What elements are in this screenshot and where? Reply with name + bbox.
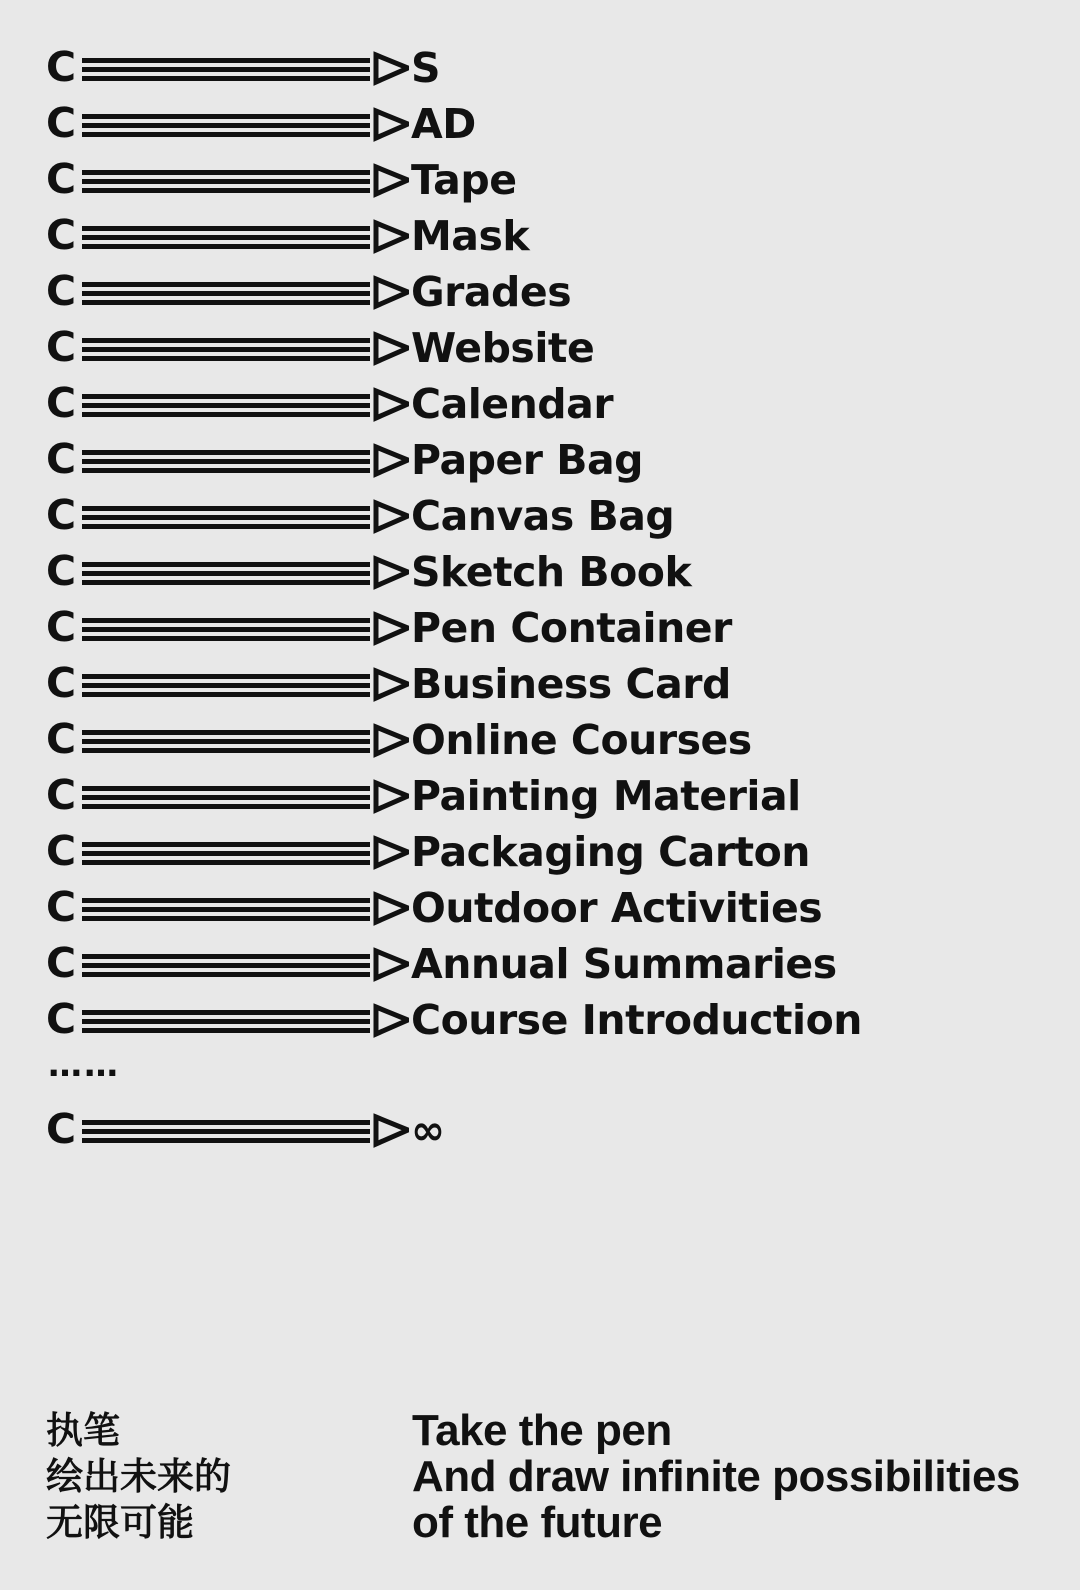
tagline-en-line: of the future — [412, 1498, 663, 1547]
list-item — [46, 432, 1006, 488]
item-label: Course Introduction — [411, 995, 862, 1044]
list-item — [46, 768, 1006, 824]
svg-text:C: C — [46, 384, 77, 424]
pen-icon — [46, 1110, 409, 1150]
svg-text:C: C — [46, 832, 77, 872]
item-label: Sketch Book — [411, 547, 692, 596]
item-label: Painting Material — [411, 771, 801, 820]
svg-text:C: C — [46, 104, 77, 144]
item-label: Website — [411, 323, 595, 372]
tagline-cn-line: 执笔 — [46, 1409, 120, 1452]
list-item — [46, 544, 1006, 600]
tagline-cn-line: 绘出未来的 — [46, 1455, 231, 1498]
pen-icon — [46, 664, 409, 704]
pen-icon — [46, 272, 409, 312]
item-label: Pen Container — [411, 603, 732, 652]
pen-icon — [46, 496, 409, 536]
item-label: Canvas Bag — [411, 491, 675, 540]
item-label: AD — [411, 99, 476, 148]
item-label: Online Courses — [411, 715, 752, 764]
list-item-final — [46, 1100, 1006, 1160]
item-label: Calendar — [411, 379, 614, 428]
tagline-en-line: And draw infinite possibilities — [412, 1452, 1020, 1501]
pen-icon — [46, 160, 409, 200]
list-item — [46, 320, 1006, 376]
pen-icon — [46, 888, 409, 928]
list-item — [46, 264, 1006, 320]
list-item — [46, 936, 1006, 992]
ellipsis: …… — [48, 1045, 120, 1085]
list-item — [46, 992, 1006, 1048]
list-item — [46, 96, 1006, 152]
list-item — [46, 208, 1006, 264]
pen-icon — [46, 48, 409, 88]
pen-icon — [46, 552, 409, 592]
svg-text:C: C — [46, 888, 77, 928]
tagline-chinese — [46, 1408, 231, 1546]
svg-text:C: C — [46, 48, 77, 88]
list-item — [46, 40, 1006, 96]
item-label: Business Card — [411, 659, 731, 708]
list-item — [46, 824, 1006, 880]
pen-icon — [46, 104, 409, 144]
svg-text:C: C — [46, 664, 77, 704]
pen-icon — [46, 776, 409, 816]
pen-icon — [46, 216, 409, 256]
svg-text:C: C — [46, 1110, 77, 1150]
item-label: S — [411, 43, 441, 92]
item-label: Mask — [411, 211, 530, 260]
pen-icon — [46, 832, 409, 872]
item-label: Paper Bag — [411, 435, 644, 484]
infinity-label: ∞ — [411, 1105, 445, 1154]
list-item — [46, 600, 1006, 656]
list-item — [46, 488, 1006, 544]
pen-icon — [46, 440, 409, 480]
list-item — [46, 712, 1006, 768]
svg-text:C: C — [46, 160, 77, 200]
svg-text:C: C — [46, 440, 77, 480]
svg-text:C: C — [46, 720, 77, 760]
item-label: Outdoor Activities — [411, 883, 823, 932]
item-label: Grades — [411, 267, 572, 316]
item-label: Packaging Carton — [411, 827, 810, 876]
svg-text:C: C — [46, 1000, 77, 1040]
list-item — [46, 656, 1006, 712]
list-item — [46, 152, 1006, 208]
pen-list — [46, 40, 1006, 1160]
item-label: Annual Summaries — [411, 939, 837, 988]
pen-icon — [46, 608, 409, 648]
tagline-cn-line: 无限可能 — [46, 1501, 194, 1544]
tagline-english — [412, 1408, 1020, 1546]
svg-text:C: C — [46, 496, 77, 536]
pen-icon — [46, 384, 409, 424]
pen-icon — [46, 944, 409, 984]
pen-icon — [46, 1000, 409, 1040]
pen-icon — [46, 720, 409, 760]
svg-text:C: C — [46, 216, 77, 256]
svg-text:C: C — [46, 328, 77, 368]
svg-text:C: C — [46, 944, 77, 984]
tagline-en-line: Take the pen — [412, 1406, 672, 1455]
svg-text:C: C — [46, 608, 77, 648]
item-label: Tape — [411, 155, 517, 204]
pen-icon — [46, 328, 409, 368]
list-item — [46, 880, 1006, 936]
list-item — [46, 376, 1006, 432]
svg-text:C: C — [46, 552, 77, 592]
svg-text:C: C — [46, 776, 77, 816]
svg-text:C: C — [46, 272, 77, 312]
